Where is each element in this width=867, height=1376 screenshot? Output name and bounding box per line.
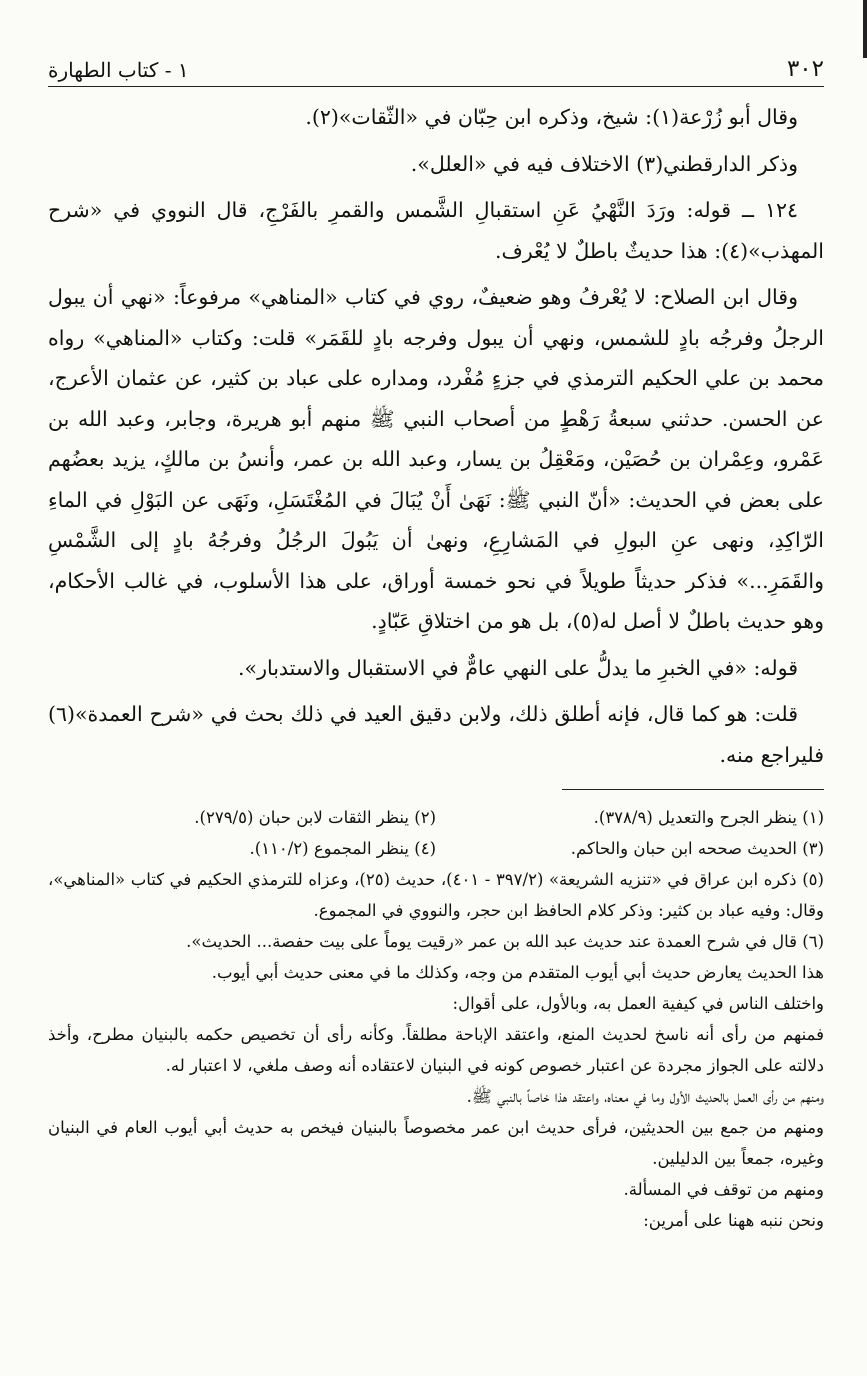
paragraph: وقال أبو زُرْعة(١): شيخ، وذكره ابن حِبّان في «الثّقات»(٢). [305, 105, 798, 129]
footnote-separator [562, 789, 824, 790]
footnote-1: (١) ينظر الجرح والتعديل (٣٧٨/٩). [593, 808, 824, 827]
paragraph: وذكر الدارقطني(٣) الاختلاف فيه في «العلل». [410, 151, 798, 176]
paragraph: قلت: هو كما قال، فإنه أطلق ذلك، ولابن دقيق العيد في ذلك بحث في «شرح العمدة»(٦) فليراجع منه. [48, 702, 824, 767]
footnote-4: (٤) ينظر المجموع (١١٠/٢). [249, 839, 436, 858]
footnote-6-line: ونحن ننبه ههنا على أمرين: [643, 1211, 824, 1230]
section-title: ١ - كتاب الطهارة [48, 58, 189, 82]
footnote-6-line: هذا الحديث يعارض حديث أبي أيوب المتقدم من وجه، وكذلك ما في معنى حديث أبي أيوب. [211, 963, 824, 982]
footnote-6: (٦) قال في شرح العمدة عند حديث عبد الله بن عمر «رقيت يوماً على بيت حفصة... الحديث». [186, 932, 824, 951]
footnotes [48, 802, 824, 1236]
footnote-3: (٣) الحديث صححه ابن حبان والحاكم. [570, 839, 824, 858]
paragraph: ١٢٤ ــ قوله: ورَدَ النَّهْيُ عَنِ استقبالِ الشَّمس والقمرِ بالفَرْجِ، قال النووي في «شرح المهذب»(٤): هذا حديثٌ باطلٌ لا يُعْرف. [48, 198, 824, 263]
footnote-2: (٢) ينظر الثقات لابن حبان (٢٧٩/٥). [194, 808, 436, 827]
footnote-6-line: ومنهم من جمع بين الحديثين، فرأى حديث ابن عمر مخصوصاً بالبنيان فيخص به حديث أبي أيوب العام في البنيان وغيره، جمعاً بين الدليلين. [48, 1118, 824, 1168]
footnote-row [48, 802, 824, 833]
paragraph: قوله: «في الخبرِ ما يدلُّ على النهي عامٌّ في الاستقبال والاستدبار». [238, 655, 798, 680]
page-edge-mark [863, 0, 867, 58]
footnote-6-line: ومنهم من رأى العمل بالحديث الأول وما في معناه، واعتقد هذا خاصاً بالنبي ﷺ. [466, 1087, 824, 1106]
footnote-row [48, 833, 824, 864]
main-text [48, 97, 824, 775]
footnote-6-line: ومنهم من توقف في المسألة. [623, 1180, 824, 1199]
page-number: ٣٠٢ [786, 56, 824, 82]
book-page [48, 56, 824, 1236]
footnote-6-line: واختلف الناس في كيفية العمل به، وبالأول، على أقوال: [452, 994, 824, 1013]
footnote-5: (٥) ذكره ابن عراق في «تنزيه الشريعة» (٣٩٧/٢ - ٤٠١)، حديث (٢٥)، وعزاه للترمذي الحكيم في كتاب «المناهي»، وقال: وفيه عباد بن كثير: وذكر كلام الحافظ ابن حجر، والنووي في المجموع. [48, 870, 824, 920]
running-header [48, 56, 824, 87]
paragraph: وقال ابن الصلاح: لا يُعْرفُ وهو ضعيفٌ، روي في كتاب «المناهي» مرفوعاً: «نهي أن يبول الرجلُ وفرجُه بادٍ للشمس، ونهي أن يبول وفرجه بادٍ للقَمَر» قلت: وكتاب «المناهي» رواه محمد بن علي الحكيم الترمذي في جزءٍ مُفْرد، ومداره على عباد بن كثير، عن عثمان الأعرج، عن الحسن. حدثني سبعةُ رَهْطٍ من أصحاب النبي ﷺ منهم أبو هريرة، وجابر، وعبد الله بن عَمْرو، وعِمْران بن حُصَيْن، ومَعْقِلُ بن يسار، وعبد الله بن عمر، وأنسُ بن مالكٍ، يزيد بعضُهم على بعض في الحديث: «أنّ النبي ﷺ: نَهَىٰ أَنْ يُبَالَ في المُغْتَسَلِ، ونَهَى عن البَوْلِ في الماءِ الرّاكِدِ، ونهى عنِ البولِ في المَشارِعِ، ونهىٰ أن يَبُولَ الرجُلُ وفرجُهُ بادٍ إلى الشَّمْسِ والقَمَرِ...» فذكر حديثاً طويلاً في نحو خمسة أوراق، على هذا الأسلوب، في غالب الأحكام، وهو حديث باطلٌ لا أصل له(٥)، بل هو من اختلاقِ عَبّادٍ. [48, 285, 824, 633]
footnote-6-line: فمنهم من رأى أنه ناسخ لحديث المنع، واعتقد الإباحة مطلقاً. وكأنه رأى أن تخصيص حكمه بالبنيان مطرح، وأخذ دلالته على الجواز مجردة عن اعتبار خصوص كونه في البنيان لاعتقاده أنه وصف ملغي، لا اعتبار له. [48, 1025, 824, 1075]
